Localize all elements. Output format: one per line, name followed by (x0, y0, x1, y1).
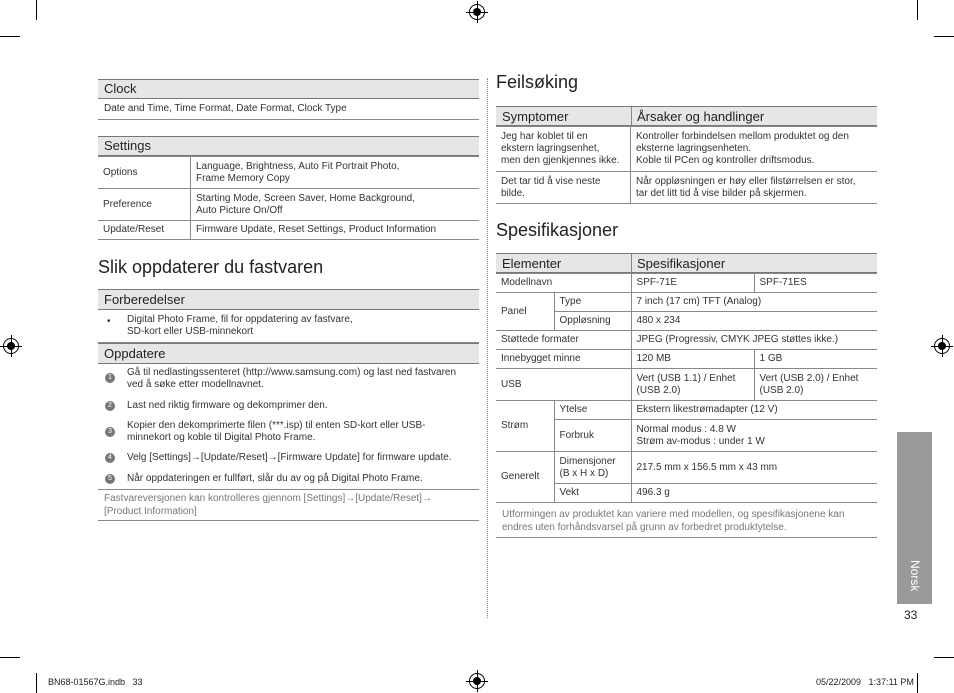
table-row (496, 369, 877, 401)
list-item: 2 Last ned riktig firmware og dekomprimer den. (98, 400, 479, 414)
crop-mark (934, 36, 954, 37)
table-row (496, 312, 877, 331)
footer-timestamp: 05/22/2009 1:37:11 PM (816, 677, 914, 687)
spec-value: JPEG (Progressiv, CMYK JPEG støttes ikke.) (631, 331, 877, 350)
table-row (496, 420, 877, 452)
crop-mark (36, 0, 37, 20)
crop-mark (36, 673, 37, 693)
trouble-header-col: Årsaker og handlinger (637, 109, 765, 124)
spec-sublabel: Forbruk (554, 420, 631, 452)
setting-value: Firmware Update, Reset Settings, Product Information (191, 221, 480, 240)
clock-header: Clock (98, 79, 479, 99)
table-row (496, 293, 877, 312)
action-cell: Kontroller forbindelsen mellom produktet og den eksterne lagringsenheten. Koble til PCen og kontroller driftsmodus. (631, 127, 878, 172)
list-item: 4 Velg [Settings]→[Update/Reset]→[Firmware Update] for firmware update. (98, 452, 479, 466)
setting-value: Starting Mode, Screen Saver, Home Background, Auto Picture On/Off (191, 189, 480, 221)
spec-header (496, 253, 877, 273)
spec-table (496, 273, 877, 503)
spec-value: 120 MB (631, 350, 754, 369)
crop-mark (917, 673, 918, 693)
list-item: 5 Når oppdateringen er fullført, slår du av og på Digital Photo Frame. (98, 473, 479, 487)
trouble-header-col: Symptomer (502, 109, 569, 124)
spec-label: USB (496, 369, 631, 401)
settings-table (98, 156, 479, 240)
step-number-icon: 4 (105, 453, 115, 463)
list-item: 3 Kopier den dekomprimerte filen (***.isp) til enten SD-kort eller USB- minnekort og koble til Digital Photo Frame. (98, 420, 479, 448)
registration-mark-icon (934, 338, 950, 354)
spec-label: Strøm (496, 401, 554, 452)
footer-file-info: BN68-01567G.indb 33 (48, 677, 143, 687)
step-number-icon: 3 (105, 427, 115, 437)
spec-label: Innebygget minne (496, 350, 631, 369)
language-side-tab: Norsk (897, 432, 932, 604)
registration-mark-icon (469, 4, 485, 20)
list-item: 1 Gå til nedlastingssenteret (http://www.samsung.com) og last ned fastvaren ved å søke etter modellnavnet. (98, 367, 479, 397)
page-number: 33 (904, 608, 918, 622)
spec-value: 1 GB (754, 350, 877, 369)
spec-value: Vert (USB 2.0) / Enhet (USB 2.0) (754, 369, 877, 401)
step-number-icon: 2 (105, 401, 115, 411)
trouble-table (496, 126, 877, 204)
spec-value: 217.5 mm x 156.5 mm x 43 mm (631, 452, 877, 484)
symptom-cell: Det tar tid å vise neste bilde. (496, 172, 631, 204)
symptom-cell: Jeg har koblet til en ekstern lagringsenhet, men den gjenkjennes ikke. (496, 127, 631, 172)
setting-name: Update/Reset (98, 221, 191, 240)
crop-mark (934, 657, 954, 658)
step-number-icon: 5 (105, 474, 115, 484)
spec-label: Støttede formater (496, 331, 631, 350)
setting-name: Options (98, 157, 191, 189)
spec-sublabel: Vekt (554, 484, 631, 503)
spec-sublabel: Oppløsning (554, 312, 631, 331)
specifications-title: Spesifikasjoner (496, 220, 619, 240)
spec-value: Normal modus : 4.8 W Strøm av-modus : under 1 W (631, 420, 877, 452)
spec-label: Generelt (496, 452, 554, 503)
troubleshooting-title: Feilsøking (496, 72, 579, 92)
clock-row: Date and Time, Time Format, Date Format, Clock Type (98, 99, 479, 120)
table-row (496, 172, 877, 204)
crop-mark (917, 0, 918, 20)
spec-header-col: Elementer (502, 256, 562, 271)
crop-mark (0, 657, 20, 658)
spec-value: Vert (USB 1.1) / Enhet (USB 2.0) (631, 369, 754, 401)
spec-value: SPF-71E (631, 274, 754, 293)
spec-value: 7 inch (17 cm) TFT (Analog) (631, 293, 877, 312)
settings-header: Settings (98, 136, 479, 156)
column-divider (487, 78, 488, 618)
setting-name: Preference (98, 189, 191, 221)
spec-sublabel: Ytelse (554, 401, 631, 420)
table-row (496, 452, 877, 484)
spec-note: Utformingen av produktet kan variere med modellen, og spesifikasjonene kan endres uten forhåndsvarsel på grunn av forbedret produktytelse. (496, 505, 877, 538)
update-header: Oppdatere (98, 343, 479, 364)
table-row (496, 274, 877, 293)
spec-sublabel: Dimensjoner (B x H x D) (554, 452, 631, 484)
table-row (496, 401, 877, 420)
table-row (496, 484, 877, 503)
spec-value: SPF-71ES (754, 274, 877, 293)
table-row (98, 157, 479, 189)
spec-label: Modellnavn (496, 274, 631, 293)
spec-value: Ekstern likestrømadapter (12 V) (631, 401, 877, 420)
spec-sublabel: Type (554, 293, 631, 312)
table-row (496, 127, 877, 172)
bullet-icon: • (107, 316, 111, 327)
table-row (496, 331, 877, 350)
table-row (98, 189, 479, 221)
update-note: Fastvareversjonen kan kontrolleres gjennom [Settings]→[Update/Reset]→ [Product Information] (98, 489, 479, 521)
table-row (98, 221, 479, 240)
spec-header-col: Spesifikasjoner (637, 256, 726, 271)
spec-value: 496.3 g (631, 484, 877, 503)
table-row (496, 350, 877, 369)
spec-label: Panel (496, 293, 554, 331)
action-cell: Når oppløsningen er høy eller filstørrelsen er stor, tar det litt tid å vise bilder på skjermen. (631, 172, 878, 204)
trouble-header (496, 106, 877, 126)
spec-value: 480 x 234 (631, 312, 877, 331)
prep-header: Forberedelser (98, 289, 479, 310)
prep-item: • Digital Photo Frame, fil for oppdatering av fastvare, SD-kort eller USB-minnekort (98, 310, 479, 343)
registration-mark-icon (3, 338, 19, 354)
setting-value: Language, Brightness, Auto Fit Portrait Photo, Frame Memory Copy (191, 157, 480, 189)
step-number-icon: 1 (105, 373, 115, 383)
update-title: Slik oppdaterer du fastvaren (98, 257, 324, 277)
crop-mark (0, 36, 20, 37)
registration-mark-icon (469, 673, 485, 689)
